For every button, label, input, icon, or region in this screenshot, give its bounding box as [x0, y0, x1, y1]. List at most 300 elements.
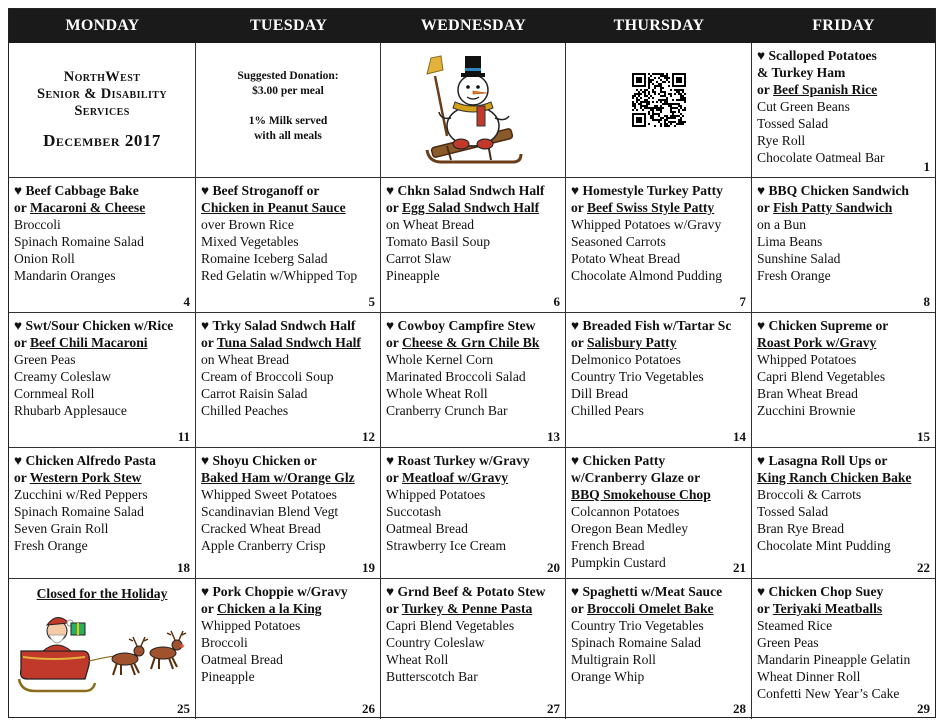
alternate-entree: Fish Patty Sandwich: [772, 200, 893, 215]
or-connector: or: [386, 200, 402, 215]
side-item: [571, 617, 747, 634]
day-number: 20: [547, 560, 560, 575]
entree-line: [571, 182, 747, 199]
menu-item-text: Broccoli: [14, 217, 61, 232]
menu-item-text: Chilled Peaches: [201, 403, 289, 418]
entree-line: [757, 182, 931, 199]
side-item: [757, 368, 931, 385]
menu-item-text: Oregon Bean Medley: [571, 521, 689, 536]
donation-line2: $3.00 per meal: [252, 85, 324, 97]
side-item: [14, 520, 191, 537]
menu-item-text: Broccoli & Carrots: [757, 487, 862, 502]
menu-item-text: Potato Wheat Bread: [571, 251, 681, 266]
heart-icon: ♥: [757, 183, 769, 198]
menu-item-text: on Wheat Bread: [386, 217, 475, 232]
header-tuesday: TUESDAY: [196, 9, 381, 43]
side-item: [757, 685, 931, 702]
side-item: [386, 351, 561, 368]
alternate-entree: Beef Spanish Rice: [772, 82, 878, 97]
header-wednesday: WEDNESDAY: [381, 9, 566, 43]
menu-item-text: Lasagna Roll Ups or: [768, 453, 888, 468]
menu-item-text: Tossed Salad: [757, 504, 829, 519]
entree-line: [201, 199, 376, 216]
menu-item-text: Zucchini w/Red Peppers: [14, 487, 148, 502]
menu-item-text: Whipped Potatoes: [201, 618, 301, 633]
menu-item-text: w/Cranberry Glaze or: [571, 470, 701, 485]
side-item: [386, 668, 561, 685]
or-connector: or: [201, 335, 217, 350]
menu-item-text: French Bread: [571, 538, 645, 553]
entree-line: [571, 583, 747, 600]
heart-icon: ♥: [14, 183, 26, 198]
heart-icon: ♥: [757, 453, 769, 468]
side-item: [14, 385, 191, 402]
alternate-entree: Egg Salad Sndwch Half: [401, 200, 540, 215]
menu-item-text: Mixed Vegetables: [201, 234, 299, 249]
side-item: [757, 385, 931, 402]
side-item: [757, 250, 931, 267]
entree-line: [201, 334, 376, 351]
menu-item-text: Oatmeal Bread: [201, 652, 283, 667]
side-item: [201, 216, 376, 233]
menu-item-text: Chocolate Mint Pudding: [757, 538, 891, 553]
side-item: [571, 216, 747, 233]
menu-day-cell: [381, 579, 566, 719]
menu-item-text: Tomato Basil Soup: [386, 234, 491, 249]
heart-icon: ♥: [386, 318, 398, 333]
side-item: [571, 503, 747, 520]
entree-line: [571, 486, 747, 503]
entree-line: [14, 199, 191, 216]
entree-line: [14, 334, 191, 351]
side-item: [571, 250, 747, 267]
menu-item-text: Tossed Salad: [757, 116, 829, 131]
menu-item-text: Sunshine Salad: [757, 251, 841, 266]
menu-item-text: Green Peas: [14, 352, 76, 367]
menu-item-text: Bran Rye Bread: [757, 521, 845, 536]
side-item: [571, 651, 747, 668]
entree-line: [386, 583, 561, 600]
side-item: [386, 537, 561, 554]
side-item: [201, 351, 376, 368]
menu-item-text: Whipped Potatoes: [757, 352, 857, 367]
side-item: [571, 634, 747, 651]
menu-day-cell: [566, 178, 752, 313]
side-item: [571, 520, 747, 537]
entree-line: [386, 334, 561, 351]
menu-day-cell: [196, 178, 381, 313]
side-item: [201, 368, 376, 385]
side-item: [571, 668, 747, 685]
entree-line: [201, 583, 376, 600]
alternate-entree: Beef Swiss Style Patty: [586, 200, 715, 215]
menu-item-text: Colcannon Potatoes: [571, 504, 680, 519]
menu-item-text: Wheat Roll: [386, 652, 449, 667]
header-friday: FRIDAY: [752, 9, 935, 43]
side-item: [757, 98, 931, 115]
menu-item-text: Mandarin Oranges: [14, 268, 116, 283]
day-number: 27: [547, 701, 560, 716]
entree-line: [757, 81, 931, 98]
alternate-entree: Broccoli Omelet Bake: [586, 601, 714, 616]
day-number: 1: [923, 159, 930, 174]
menu-day-cell: [566, 579, 752, 719]
menu-item-text: Chocolate Oatmeal Bar: [757, 150, 885, 165]
org-name-line1: NorthWest: [63, 69, 141, 85]
menu-item-text: Butterscotch Bar: [386, 669, 478, 684]
heart-icon: ♥: [571, 453, 583, 468]
menu-item-text: Fresh Orange: [14, 538, 88, 553]
side-item: [757, 267, 931, 284]
menu-item-text: Chicken Alfredo Pasta: [25, 453, 156, 468]
day-number-25: 25: [177, 701, 190, 716]
entree-line: [14, 469, 191, 486]
day-number: 22: [917, 560, 930, 575]
alternate-entree: Beef Chili Macaroni: [29, 335, 148, 350]
entree-line: [757, 600, 931, 617]
menu-item-text: Cornmeal Roll: [14, 386, 95, 401]
side-item: [757, 503, 931, 520]
side-item: [386, 402, 561, 419]
side-item: [571, 233, 747, 250]
menu-item-text: Oatmeal Bread: [386, 521, 468, 536]
day-number: 4: [183, 294, 190, 309]
side-item: [386, 267, 561, 284]
day-number: 13: [547, 429, 560, 444]
menu-calendar: [8, 8, 936, 718]
entree-line: [571, 452, 747, 469]
menu-item-text: Confetti New Year’s Cake: [757, 686, 900, 701]
side-item: [14, 368, 191, 385]
side-item: [14, 267, 191, 284]
alternate-entree: Salisbury Patty: [586, 335, 677, 350]
menu-item-text: on Wheat Bread: [201, 352, 290, 367]
menu-item-text: Wheat Dinner Roll: [757, 669, 861, 684]
menu-item-text: Country Coleslaw: [386, 635, 485, 650]
side-item: [386, 368, 561, 385]
side-item: [386, 503, 561, 520]
menu-day-cell: [566, 313, 752, 448]
side-item: [14, 250, 191, 267]
entree-line: [386, 600, 561, 617]
org-name-line3: Services: [74, 103, 130, 119]
entree-line: [757, 469, 931, 486]
day-number: 5: [368, 294, 375, 309]
entree-line: [571, 469, 747, 486]
side-item: [14, 486, 191, 503]
menu-day-cell: [381, 313, 566, 448]
alternate-entree: Western Pork Stew: [29, 470, 142, 485]
menu-item-text: Lima Beans: [757, 234, 823, 249]
heart-icon: ♥: [571, 318, 583, 333]
day-number: 18: [177, 560, 190, 575]
side-item: [386, 651, 561, 668]
menu-item-text: Whipped Potatoes: [386, 487, 486, 502]
menu-item-text: Homestyle Turkey Patty: [582, 183, 723, 198]
menu-item-text: Chicken Supreme or: [768, 318, 889, 333]
side-item: [757, 233, 931, 250]
or-connector: or: [571, 200, 587, 215]
menu-item-text: Onion Roll: [14, 251, 75, 266]
heart-icon: ♥: [571, 584, 583, 599]
menu-item-text: Spinach Romaine Salad: [14, 504, 144, 519]
menu-item-text: Green Peas: [757, 635, 819, 650]
or-connector: or: [757, 200, 773, 215]
milk-line1: 1% Milk served: [248, 115, 328, 127]
menu-item-text: Beef Stroganoff or: [212, 183, 320, 198]
side-item: [14, 402, 191, 419]
entree-line: [201, 600, 376, 617]
menu-item-text: Pineapple: [386, 268, 440, 283]
menu-item-text: Zucchini Brownie: [757, 403, 856, 418]
entree-line: [571, 600, 747, 617]
heart-icon: ♥: [386, 453, 398, 468]
or-connector: or: [757, 82, 773, 97]
menu-item-text: Multigrain Roll: [571, 652, 656, 667]
or-connector: or: [386, 601, 402, 616]
menu-item-text: Capri Blend Vegetables: [757, 369, 886, 384]
heart-icon: ♥: [14, 318, 26, 333]
qr-code-icon[interactable]: [632, 73, 686, 127]
side-item: [571, 537, 747, 554]
entree-line: [14, 452, 191, 469]
alternate-entree: Cheese & Grn Chile Bk: [401, 335, 540, 350]
side-item: [386, 634, 561, 651]
side-item: [201, 233, 376, 250]
menu-item-text: Pineapple: [201, 669, 255, 684]
menu-item-text: Seasoned Carrots: [571, 234, 666, 249]
menu-item-text: Whole Kernel Corn: [386, 352, 494, 367]
org-info-cell: [9, 43, 196, 178]
menu-item-text: Scandinavian Blend Vegt: [201, 504, 339, 519]
side-item: [386, 520, 561, 537]
menu-item-text: Rhubarb Applesauce: [14, 403, 127, 418]
heart-icon: ♥: [571, 183, 583, 198]
donation-cell: [196, 43, 381, 178]
alternate-entree: Macaroni & Cheese: [29, 200, 146, 215]
entree-line: [386, 317, 561, 334]
heart-icon: ♥: [757, 48, 769, 63]
side-item: [201, 537, 376, 554]
menu-item-text: Delmonico Potatoes: [571, 352, 681, 367]
day-number: 21: [733, 560, 746, 575]
menu-day-cell: [196, 448, 381, 579]
milk-line2: with all meals: [254, 130, 322, 142]
day-number: 6: [553, 294, 560, 309]
side-item: [757, 149, 931, 166]
menu-day-cell: [196, 313, 381, 448]
menu-item-text: Cranberry Crunch Bar: [386, 403, 508, 418]
alternate-entree: Teriyaki Meatballs: [772, 601, 883, 616]
day-number: 19: [362, 560, 375, 575]
menu-day-cell: [381, 178, 566, 313]
or-connector: or: [386, 470, 402, 485]
side-item: [757, 668, 931, 685]
entree-line: [14, 317, 191, 334]
menu-item-text: Pork Choppie w/Gravy: [212, 584, 348, 599]
menu-item-text: Roast Turkey w/Gravy: [397, 453, 530, 468]
entree-line: [201, 317, 376, 334]
side-item: [757, 617, 931, 634]
menu-item-text: Succotash: [386, 504, 442, 519]
menu-item-text: Cracked Wheat Bread: [201, 521, 321, 536]
day-number: 29: [917, 701, 930, 716]
entree-line: [201, 452, 376, 469]
side-item: [201, 486, 376, 503]
menu-item-text: Broccoli: [201, 635, 248, 650]
side-item: [757, 132, 931, 149]
side-item: [201, 668, 376, 685]
or-connector: or: [14, 335, 30, 350]
entree-line: [757, 583, 931, 600]
day-number: 7: [739, 294, 746, 309]
menu-item-text: Carrot Raisin Salad: [201, 386, 308, 401]
side-item: [386, 233, 561, 250]
entree-line: [757, 47, 931, 64]
menu-item-text: Chilled Pears: [571, 403, 644, 418]
side-item: [571, 385, 747, 402]
menu-day-cell: [752, 313, 935, 448]
menu-item-text: Strawberry Ice Cream: [386, 538, 507, 553]
menu-item-text: Steamed Rice: [757, 618, 833, 633]
entree-line: [386, 452, 561, 469]
menu-item-text: Cowboy Campfire Stew: [397, 318, 536, 333]
santa-sleigh-illustration: [13, 609, 191, 695]
or-connector: or: [571, 335, 587, 350]
qr-cell: [566, 43, 752, 178]
side-item: [757, 634, 931, 651]
day-number: 28: [733, 701, 746, 716]
alternate-entree: Tuna Salad Sndwch Half: [216, 335, 361, 350]
menu-item-text: Dill Bread: [571, 386, 629, 401]
entree-line: [386, 182, 561, 199]
alternate-entree: Chicken in Peanut Sauce: [201, 200, 346, 215]
side-item: [757, 402, 931, 419]
day-number: 26: [362, 701, 375, 716]
menu-item-text: over Brown Rice: [201, 217, 294, 232]
or-connector: or: [757, 601, 773, 616]
menu-item-text: Creamy Coleslaw: [14, 369, 112, 384]
side-item: [571, 351, 747, 368]
menu-day-cell: [752, 43, 935, 178]
menu-item-text: Mandarin Pineapple Gelatin: [757, 652, 911, 667]
menu-item-text: Romaine Iceberg Salad: [201, 251, 328, 266]
snowman-sled-illustration: [417, 46, 527, 174]
month-title: December 2017: [43, 131, 161, 150]
menu-day-cell: [196, 579, 381, 719]
menu-day-cell: [752, 178, 935, 313]
header-thursday: THURSDAY: [566, 9, 752, 43]
entree-line: [201, 182, 376, 199]
menu-item-text: Swt/Sour Chicken w/Rice: [25, 318, 174, 333]
side-item: [201, 503, 376, 520]
side-item: [386, 385, 561, 402]
heart-icon: ♥: [201, 453, 213, 468]
heart-icon: ♥: [201, 584, 213, 599]
day-number: 12: [362, 429, 375, 444]
side-item: [386, 250, 561, 267]
heart-icon: ♥: [386, 584, 398, 599]
donation-line1: Suggested Donation:: [237, 70, 339, 82]
entree-line: [571, 199, 747, 216]
heart-icon: ♥: [386, 183, 398, 198]
menu-item-text: Chocolate Almond Pudding: [571, 268, 723, 283]
entree-line: [386, 469, 561, 486]
side-item: [201, 385, 376, 402]
alternate-entree: Chicken a la King: [216, 601, 322, 616]
menu-item-text: Whipped Sweet Potatoes: [201, 487, 337, 502]
day-number: 11: [177, 429, 190, 444]
org-name-line2: Senior & Disability: [37, 86, 167, 102]
side-item: [201, 617, 376, 634]
entree-line: [201, 469, 376, 486]
entree-line: [757, 334, 931, 351]
menu-item-text: Fresh Orange: [757, 268, 831, 283]
entree-line: [757, 452, 931, 469]
menu-item-text: Scalloped Potatoes: [768, 48, 877, 63]
side-item: [571, 368, 747, 385]
menu-item-text: Grnd Beef & Potato Stew: [397, 584, 546, 599]
or-connector: or: [14, 470, 30, 485]
menu-item-text: Apple Cranberry Crisp: [201, 538, 326, 553]
entree-line: [757, 199, 931, 216]
alternate-entree: King Ranch Chicken Bake: [757, 470, 912, 485]
entree-line: [757, 64, 931, 81]
menu-day-cell: [566, 448, 752, 579]
menu-item-text: Country Trio Vegetables: [571, 369, 704, 384]
menu-item-text: on a Bun: [757, 217, 807, 232]
menu-day-cell: [9, 178, 196, 313]
day-number: 8: [923, 294, 930, 309]
side-item: [201, 520, 376, 537]
menu-item-text: Bran Wheat Bread: [757, 386, 858, 401]
heart-icon: ♥: [757, 318, 769, 333]
side-item: [201, 267, 376, 284]
side-item: [201, 634, 376, 651]
entree-line: [571, 317, 747, 334]
holiday-label: Closed for the Holiday: [36, 586, 168, 601]
or-connector: or: [386, 335, 402, 350]
menu-item-text: Capri Blend Vegetables: [386, 618, 515, 633]
menu-day-cell: [9, 448, 196, 579]
menu-item-text: Country Trio Vegetables: [571, 618, 704, 633]
side-item: [757, 216, 931, 233]
side-item: [571, 402, 747, 419]
or-connector: or: [571, 601, 587, 616]
menu-item-text: Whipped Potatoes w/Gravy: [571, 217, 722, 232]
entree-line: [386, 199, 561, 216]
side-item: [757, 115, 931, 132]
or-connector: or: [201, 601, 217, 616]
side-item: [201, 651, 376, 668]
side-item: [14, 503, 191, 520]
menu-item-text: Spinach Romaine Salad: [571, 635, 701, 650]
side-item: [14, 351, 191, 368]
holiday-cell: [9, 579, 196, 719]
menu-item-text: Spaghetti w/Meat Sauce: [582, 584, 723, 599]
alternate-entree: BBQ Smokehouse Chop: [571, 487, 711, 502]
heart-icon: ♥: [201, 318, 213, 333]
menu-item-text: Orange Whip: [571, 669, 645, 684]
side-item: [201, 402, 376, 419]
menu-item-text: & Turkey Ham: [757, 65, 846, 80]
menu-item-text: Red Gelatin w/Whipped Top: [201, 268, 358, 283]
side-item: [757, 651, 931, 668]
menu-item-text: Breaded Fish w/Tartar Sc: [582, 318, 732, 333]
side-item: [14, 537, 191, 554]
menu-item-text: Chicken Chop Suey: [768, 584, 884, 599]
menu-item-text: Trky Salad Sndwch Half: [212, 318, 356, 333]
